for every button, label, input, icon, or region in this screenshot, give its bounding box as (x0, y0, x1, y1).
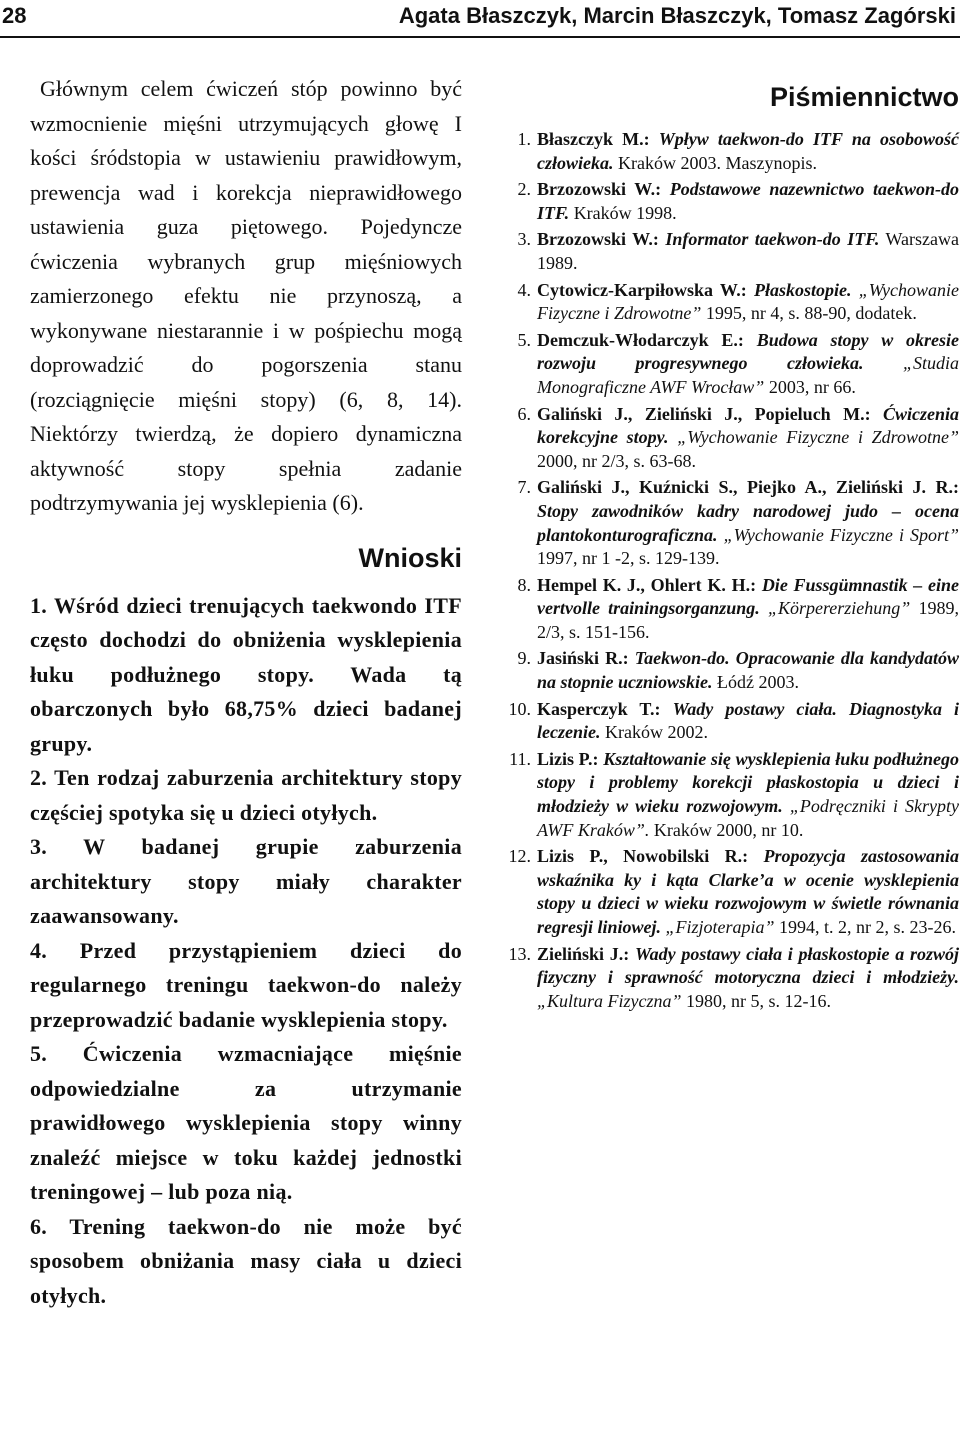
reference-text (537, 476, 959, 570)
conclusion-item: 1. Wśród dzieci trenujących taekwondo ITF często dochodzi do obniżenia wysklepienia łuku podłużnego stopy. Wada tą obarczonych było 68,75% dzieci badanej grupy. (30, 592, 462, 756)
reference-journal: „Studia Monograficzne AWF Wrocław” (537, 353, 959, 397)
reference-text (537, 748, 959, 842)
reference-title: Taekwon-do. Opracowanie dla kandydatów na stopnie uczniowskie. (537, 648, 959, 693)
reference-number: 13. (508, 943, 531, 964)
reference-authors: Lizis P., Nowobilski R.: (537, 846, 749, 867)
page-header (0, 0, 960, 40)
reference-item (497, 403, 959, 474)
conclusions-list (30, 589, 462, 1314)
reference-number: 5. (517, 329, 531, 350)
references-heading: Piśmiennictwo (769, 82, 959, 112)
reference-text (537, 647, 959, 694)
reference-details: Kraków 2002. (604, 722, 708, 743)
reference-details: 1994, t. 2, nr 2, s. 23-26. (779, 917, 957, 937)
reference-journal: „Podręczniki i Skrypty AWF Kraków”. (537, 796, 960, 840)
reference-journal: „Fizjoterapia” (665, 917, 775, 937)
reference-number: 4. (517, 279, 531, 300)
reference-number: 8. (517, 574, 531, 595)
reference-item (497, 943, 959, 1014)
reference-details: 1995, nr 4, s. 88-90, dodatek. (705, 303, 917, 324)
reference-authors: Brzozowski W.: (537, 179, 662, 200)
references-list (497, 128, 959, 1013)
reference-details: Warszawa 1989. (537, 229, 959, 273)
reference-number: 3. (517, 229, 531, 250)
reference-number: 7. (517, 477, 531, 498)
reference-authors: Demczuk-Włodarczyk E.: (537, 329, 744, 350)
reference-title: Wady postawy ciała i płaskostopie a rozwój fizyczny i sprawność motoryczna dzieci i młodzieży. (537, 943, 960, 988)
conclusion-item: 3. W badanej grupie zaburzenia architektury stopy miały charakter zaawansowany. (30, 834, 462, 928)
reference-number: 10. (508, 698, 531, 719)
reference-number: 11. (509, 748, 531, 769)
reference-number: 2. (517, 179, 531, 200)
reference-journal: „Körpererziehung” (767, 598, 911, 619)
reference-journal: „Wychowanie Fizyczne i Zdrowotne” (537, 279, 960, 324)
left-column (30, 72, 462, 1313)
conclusion-item: 2. Ten rodzaj zaburzenia architektury stopy częściej spotyka się u dzieci otyłych. (30, 765, 462, 825)
reference-number: 6. (517, 403, 531, 424)
conclusion-item: 5. Ćwiczenia wzmacniające mięśnie odpowiedzialne za utrzymanie prawidłowego wysklepienia stopy winny znaleźć miejsce w toku każdej jednostki treningowej – lub poza nią. (30, 1041, 462, 1204)
reference-item (497, 845, 959, 939)
reference-authors: Brzozowski W.: (537, 229, 659, 250)
reference-details: Kraków 1998. (573, 202, 677, 223)
running-head-authors: Agata Błaszczyk, Marcin Błaszczyk, Tomasz Zagórski (398, 3, 956, 28)
reference-title: Wpływ taekwon-do ITF na osobowość człowieka. (537, 129, 959, 173)
reference-title: Die Fussgümnastik – eine vertvolle trainingsorganzung. (537, 574, 960, 619)
reference-number: 1. (517, 129, 531, 149)
reference-item (497, 329, 959, 400)
header-rule (0, 36, 960, 38)
reference-details: 1989, 2/3, s. 151-156. (537, 598, 960, 642)
reference-item (497, 647, 959, 694)
reference-authors: Zieliński J.: (537, 943, 630, 964)
reference-text (537, 403, 959, 474)
reference-authors: Galiński J., Kuźnicki S., Piejko A., Zieliński J. R.: (537, 477, 959, 498)
conclusion-item: 6. Trening taekwon-do nie może być sposobem obniżania masy ciała u dzieci otyłych. (30, 1213, 462, 1308)
conclusions-heading: Wnioski (358, 542, 462, 573)
reference-text (537, 329, 959, 400)
reference-item (497, 279, 959, 326)
reference-details: 2003, nr 66. (768, 376, 856, 397)
reference-details: Łódź 2003. (717, 672, 800, 693)
reference-details: Kraków 2000, nr 10. (653, 819, 804, 840)
reference-item (497, 574, 959, 645)
reference-authors: Błaszczyk M.: (537, 129, 650, 149)
reference-text (537, 845, 959, 939)
reference-authors: Lizis P.: (537, 748, 599, 769)
reference-authors: Kasperczyk T.: (537, 698, 661, 719)
reference-item (497, 128, 959, 175)
reference-text (537, 228, 959, 275)
reference-authors: Galiński J., Zieliński J., Popieluch M.: (537, 403, 871, 424)
page-number: 28 (2, 3, 27, 28)
reference-title: Stopy zawodników kadry narodowej judo – ocena plantokonturograficzna. (537, 500, 959, 545)
reference-number: 9. (517, 648, 531, 669)
reference-title: Informator taekwon-do ITF. (665, 229, 880, 250)
reference-title: Wady postawy ciała. Diagnostyka i leczenie. (537, 698, 960, 743)
reference-item (497, 748, 959, 842)
reference-item (497, 476, 959, 570)
reference-item (497, 698, 959, 745)
reference-title: Płaskostopie. (753, 279, 852, 300)
body-paragraph: Głównym celem ćwiczeń stóp powinno być wzmocnienie mięśni utrzymujących głowę I kości śródstopia w ustawieniu prawidłowym, prewencja wad i korekcja nieprawidłowego ustawienia guza piętowego. Pojedyncze ćwiczenia wybranych grup mięśniowych zamierzonego efektu nie przynoszą, a wykonywane niestarannie i w pośpiechu mogą doprowadzić do pogorszenia stanu (rozciągnięcie mięśni stopy) (6, 8, 14). Niektórzy twierdzą, że dopiero dynamiczna aktywność stopy spełnia zadanie podtrzymywania jej wysklepienia (6). (30, 76, 462, 515)
reference-authors: Hempel K. J., Ohlert K. H.: (537, 574, 757, 595)
conclusion-item: 4. Przed przystąpieniem dzieci do regularnego treningu taekwon-do należy przeprowadzić badanie wysklepienia stopy. (30, 937, 462, 1032)
reference-title: Kształtowanie się wysklepienia łuku podłużnego stopy i problemy korekcji płaskostopia u dzieci i młodzieży w wieku rozwojowym. (537, 748, 959, 817)
reference-text (537, 574, 959, 645)
reference-details: 1997, nr 1 -2, s. 129-139. (537, 548, 720, 569)
reference-details: 1980, nr 5, s. 12-16. (686, 990, 832, 1011)
reference-journal: „Wychowanie Fizyczne i Zdrowotne” (677, 427, 960, 448)
reference-title: Budowa stopy w okresie rozwoju progresywnego człowieka. (537, 329, 959, 374)
reference-text (537, 279, 959, 326)
reference-number: 12. (508, 846, 531, 867)
reference-text (537, 943, 959, 1014)
reference-text (537, 698, 959, 745)
reference-journal: „Wychowanie Fizyczne i Sport” (723, 524, 959, 545)
reference-title: Ćwiczenia korekcyjne stopy. (537, 403, 959, 448)
reference-journal: „Kultura Fizyczna” (537, 990, 682, 1011)
reference-details: 2000, nr 2/3, s. 63-68. (537, 450, 696, 471)
reference-title: Podstawowe nazewnictwo taekwon-do ITF. (537, 179, 959, 223)
reference-authors: Cytowicz-Karpiłowska W.: (537, 279, 747, 300)
reference-authors: Jasiński R.: (537, 648, 629, 669)
reference-title: Propozycja zastosowania wskaźnika ky i kąta Clarke’a w ocenie wysklepienia stopy u dzieci w wieku rozwojowym w świetle równania regresji liniowej. (537, 846, 959, 937)
reference-text (537, 178, 959, 225)
right-column (497, 80, 959, 1016)
reference-details: Kraków 2003. Maszynopis. (618, 152, 817, 173)
reference-item (497, 178, 959, 225)
reference-text (537, 128, 959, 175)
reference-item (497, 228, 959, 275)
